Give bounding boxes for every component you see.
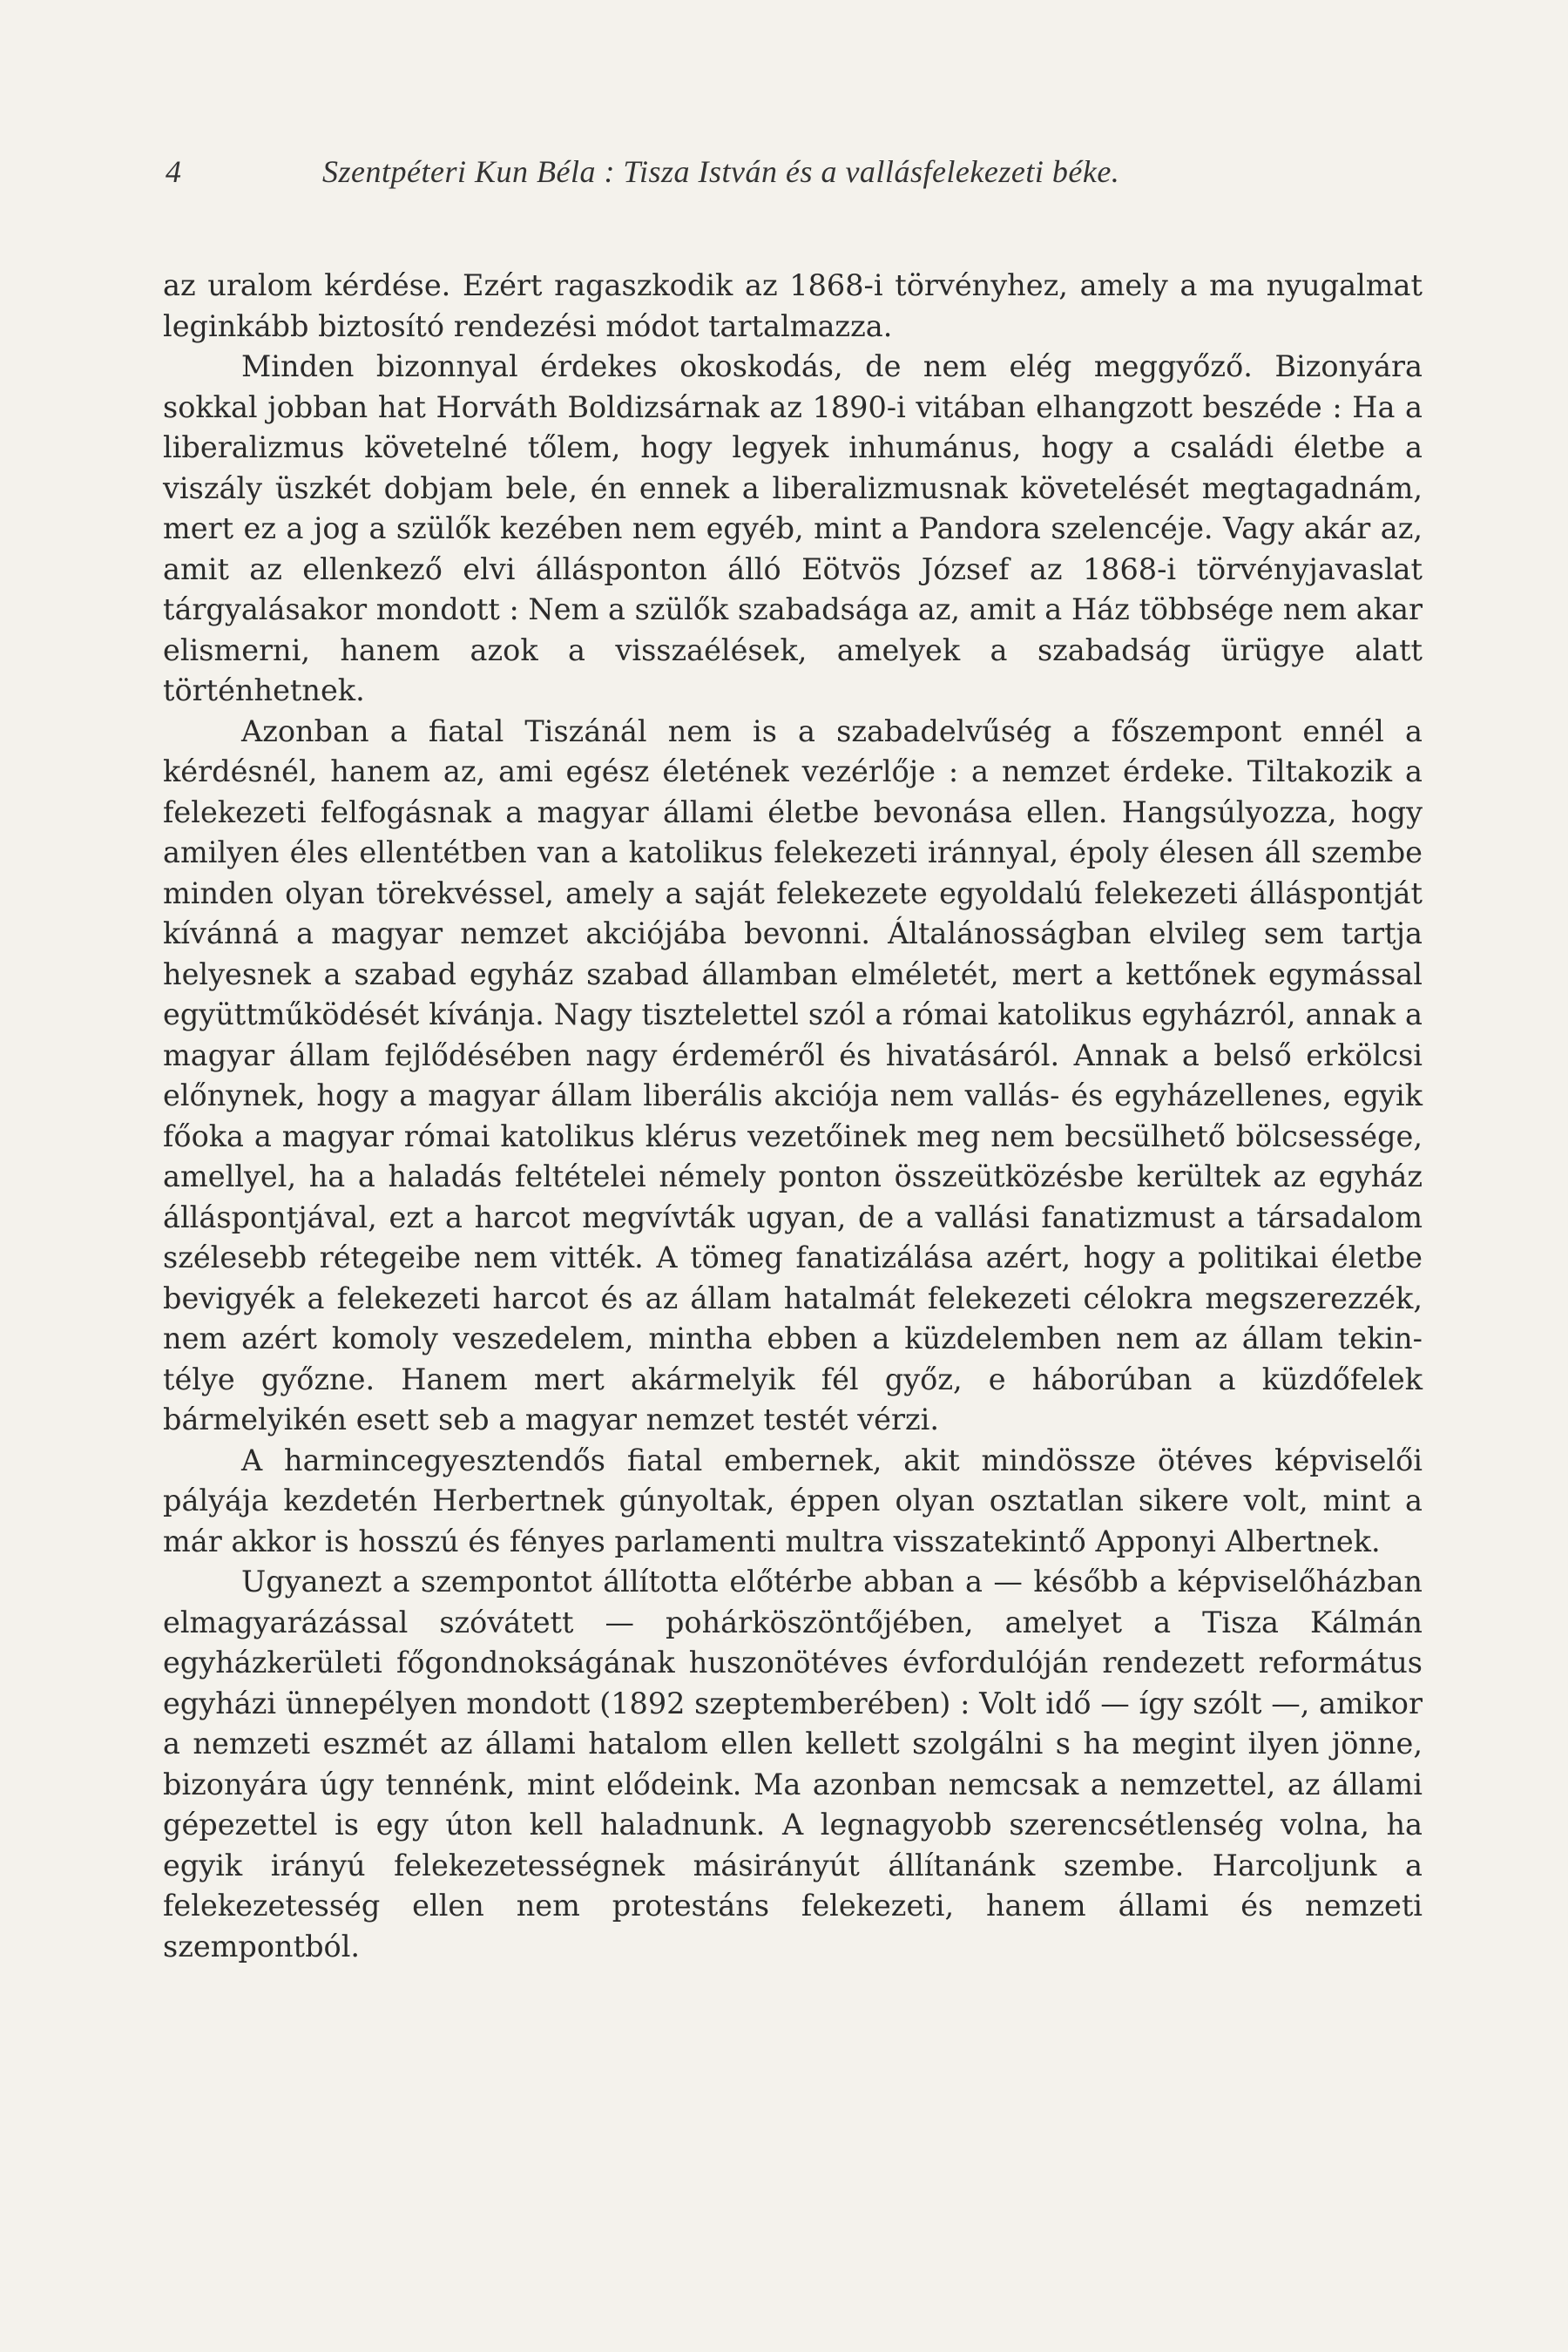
paragraph: A harmincegyesztendős fiatal embernek, akit mindössze ötéves képviselői pályája kezdetén Herbertnek gúnyoltak, éppen olyan osztatlan sikere volt, mint a már akkor is hosszú és fényes parlamenti multra visszatekintő Apponyi Albertnek. bbox=[163, 1443, 1423, 1558]
paragraph: Azonban a fiatal Tiszánál nem is a szabadelvűség a főszempont ennél a kérdésnél, hanem az, ami egész életének vezérlője : a nemzet érdeke. Tiltakozik a felekezeti felfogásnak a magyar állami életbe bevonása ellen. Hangsúlyozza, hogy amilyen éles ellentétben van a katolikus felekezeti iránnyal, époly élesen áll szembe minden olyan törekvéssel, amely a saját felekezete egyoldalú felekezeti álláspontját kívánná a magyar nemzet akciójába bevonni. Általánosságban elvileg sem tartja helyesnek a szabad egyház szabad államban elméletét, mert a kettőnek egymással együttműködését kívánja. Nagy tisztelettel szól a római katolikus egyházról, annak a magyar állam fejlődésében nagy érdeméről és hivatásáról. Annak a belső erkölcsi előnynek, hogy a magyar állam liberális akciója nem vallás- és egyházellenes, egyik főoka a magyar római katolikus klérus vezetőinek meg nem becsülhető bölcsessége, amellyel, ha a haladás feltételei némely ponton összeütközésbe kerültek az egyház álláspontjával, ezt a harcot megvívták ugyan, de a vallási fanatizmust a társadalom szélesebb rétegeibe nem vitték. A tömeg fanatizálása azért, hogy a politikai életbe bevigyék a felekezeti harcot és az állam hatalmát felekezeti célokra megszerezzék, nem azért komoly veszedelem, mintha ebben a küzdelemben nem az állam tekintélye győzne. Hanem mert akármelyik fél győz, e háborúban a küzdőfelek bármelyikén esett seb a magyar nemzet testét vérzi. bbox=[163, 713, 1423, 1436]
page-number: 4 bbox=[166, 154, 182, 189]
body-text bbox=[163, 266, 1423, 1967]
running-title: Szentpéteri Kun Béla : Tisza István és a vallásfelekezeti béke. bbox=[322, 154, 1120, 189]
paragraph: Ugyanezt a szempontot állította előtérbe abban a — később a képviselőházban elmagyarázással szóvátett — pohárköszöntőjében, amelyet a Tisza Kálmán egyházkerületi főgondnokságának huszonötéves évfordulóján rendezett református egyházi ünnepélyen mondott (1892 szeptemberében) : Volt idő — így szólt —, amikor a nemzeti eszmét az állami hatalom ellen kellett szolgálni s ha megint ilyen jönne, bizonyára úgy tennénk, mint elődeink. Ma azonban nemcsak a nemzettel, az állami gépezettel is egy úton kell haladnunk. A legnagyobb szerencsétlenség volna, ha egyik irányú felekezetességnek másirányút állítanánk szembe. Harcoljunk a felekezetesség ellen nem protestáns felekezeti, hanem állami és nemzeti szempontból. bbox=[163, 1565, 1423, 1963]
running-head bbox=[166, 153, 1420, 197]
paragraph-continuation: az uralom kérdése. Ezért ragaszkodik az 1868-i törvényhez, amely a ma nyugalmat leginkább biztosító rendezési módot tartalmazza. bbox=[163, 268, 1423, 343]
paragraph: Minden bizonnyal érdekes okoskodás, de nem elég meggyőző. Bizonyára sokkal jobban hat Horváth Boldizsárnak az 1890-i vitában elhangzott beszéde : Ha a liberalizmus követelné tőlem, hogy legyek inhumánus, hogy a családi életbe a viszály üszkét dobjam bele, én ennek a liberalizmusnak követelését megtagadnám, mert ez a jog a szülők kezében nem egyéb, mint a Pandora szelencéje. Vagy akár az, amit az ellenkező elvi állásponton álló Eötvös József az 1868-i törvényjavaslat tárgyalásakor mondott : Nem a szülők szabadsága az, amit a Ház többsége nem akar elismerni, hanem azok a visszaélések, amelyek a szabadság ürügye alatt történhetnek. bbox=[163, 349, 1423, 707]
